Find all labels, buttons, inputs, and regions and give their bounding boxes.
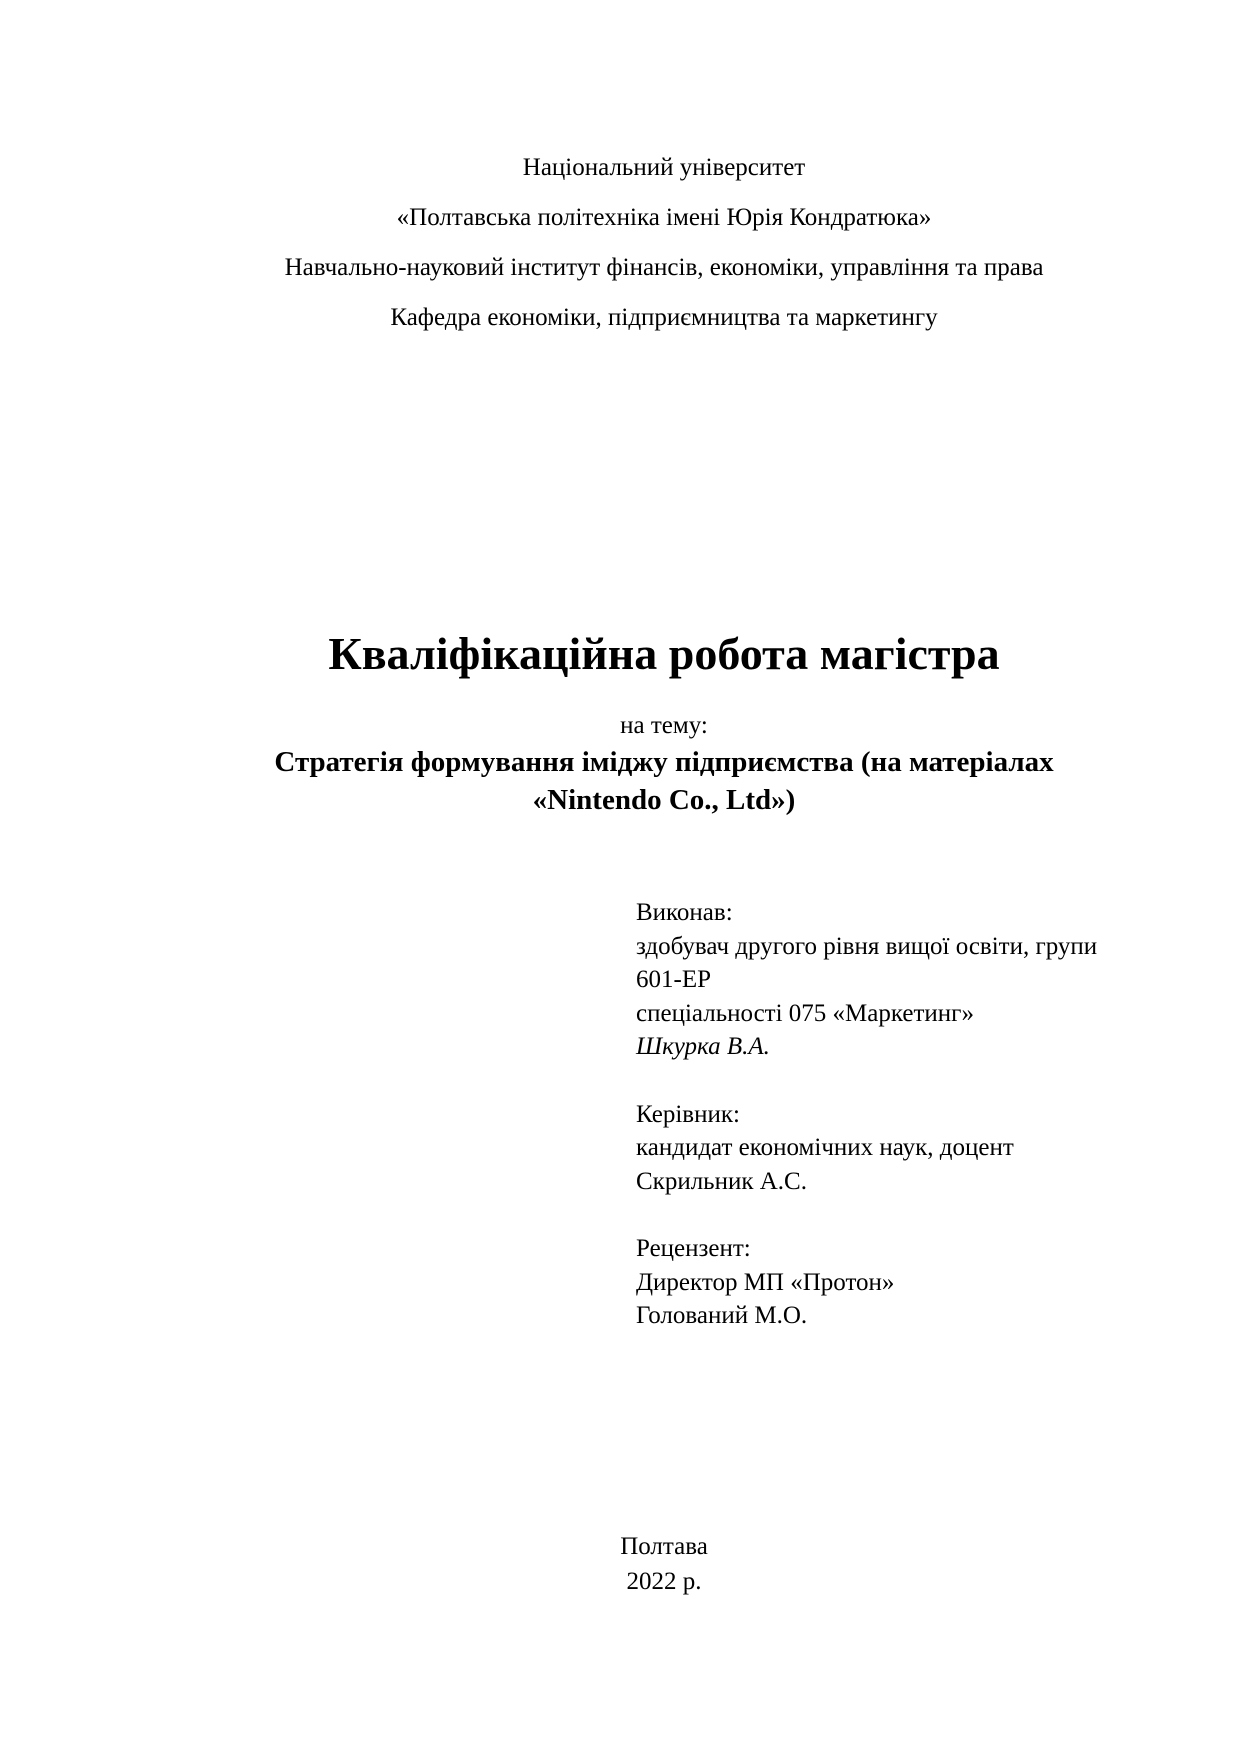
- department-name: Кафедра економіки, підприємництва та маркетингу: [390, 304, 938, 331]
- year: 2022 р.: [626, 1568, 702, 1595]
- author-name: Шкурка В.А.: [636, 1033, 770, 1061]
- topic-line-2: «Nintendo Co., Ltd»): [532, 784, 796, 816]
- author-status: здобувач другого рівня вищої освіти, групи: [636, 932, 1098, 960]
- spacer: [636, 1198, 1216, 1232]
- reviewer-section: [636, 1232, 1216, 1333]
- place-and-year: [464, 1529, 864, 1599]
- topic-line-1: Стратегія формування іміджу підприємства (на матеріалах: [274, 746, 1054, 778]
- reviewer-label: Рецензент:: [636, 1234, 751, 1262]
- thesis-topic: [164, 743, 1164, 819]
- supervisor-name: Скрильник А.С.: [636, 1167, 807, 1195]
- author-section: [636, 896, 1216, 1064]
- reviewer-position: Директор МП «Протон»: [636, 1268, 895, 1296]
- supervisor-label: Керівник:: [636, 1100, 740, 1128]
- signatories-block: [636, 896, 1216, 1333]
- document-title: Кваліфікаційна робота магістра: [328, 628, 1000, 679]
- university-name: Національний університет: [522, 154, 806, 181]
- institution-header: [164, 143, 1164, 343]
- supervisor-section: [636, 1098, 1216, 1199]
- reviewer-name: Голований М.О.: [636, 1302, 808, 1330]
- university-full-name: «Полтавська політехніка імені Юрія Кондратюка»: [396, 204, 932, 231]
- author-group: 601-ЕР: [636, 966, 711, 994]
- city: Полтава: [620, 1533, 708, 1560]
- author-label: Виконав:: [636, 899, 733, 926]
- spacer: [636, 1064, 1216, 1098]
- supervisor-degree: кандидат економічних наук, доцент: [636, 1134, 1014, 1162]
- institute-name: Навчально-науковий інститут фінансів, економіки, управління та права: [284, 254, 1044, 281]
- topic-label: на тему:: [620, 712, 708, 739]
- author-specialty: спеціальності 075 «Маркетинг»: [636, 999, 974, 1027]
